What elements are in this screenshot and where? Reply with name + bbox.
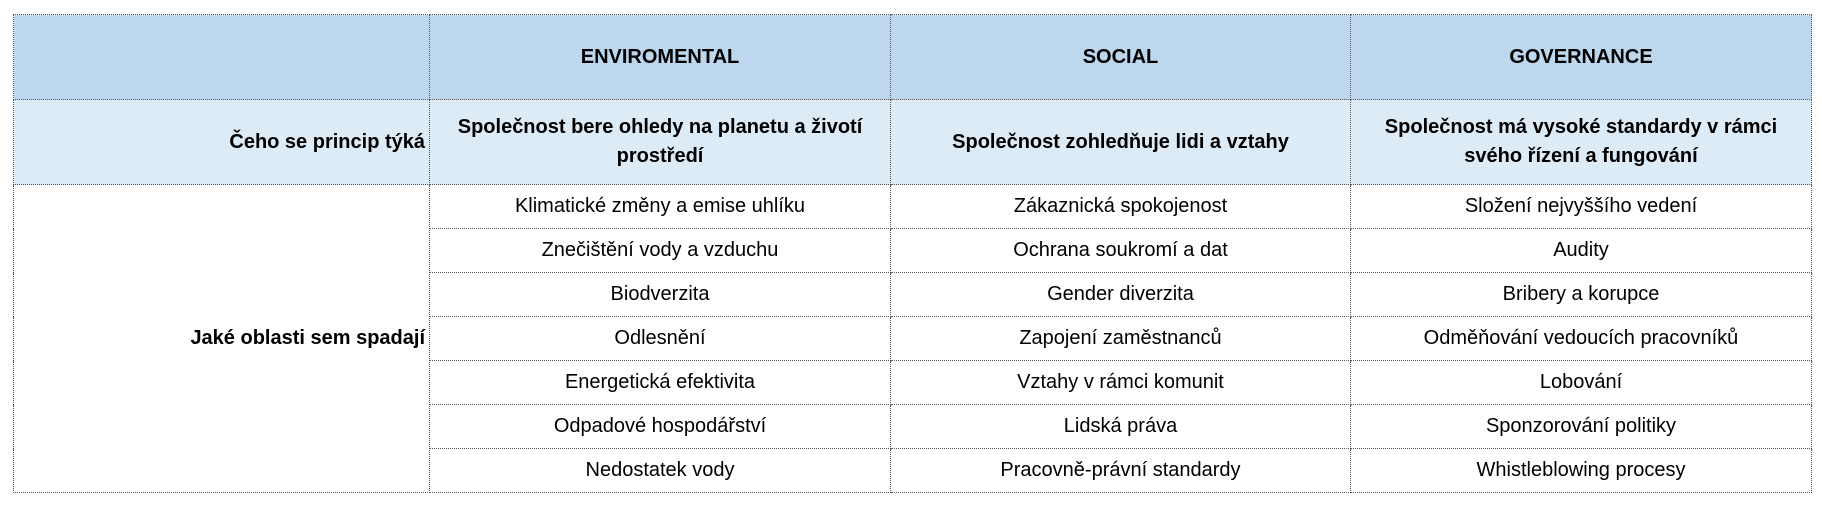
area-cell-environmental: Nedostatek vody <box>430 449 891 493</box>
area-cell-social: Gender diverzita <box>891 273 1351 317</box>
description-governance: Společnost má vysoké standardy v rámci svého řízení a fungování <box>1351 100 1812 185</box>
area-cell-governance: Whistleblowing procesy <box>1351 449 1812 493</box>
esg-table-container <box>13 14 1812 493</box>
area-cell-social: Lidská práva <box>891 405 1351 449</box>
header-row <box>14 15 1812 100</box>
area-cell-environmental: Znečištění vody a vzduchu <box>430 229 891 273</box>
description-social: Společnost zohledňuje lidi a vztahy <box>891 100 1351 185</box>
area-cell-governance: Odměňování vedoucích pracovníků <box>1351 317 1812 361</box>
esg-table <box>13 14 1812 493</box>
area-cell-governance: Sponzorování politiky <box>1351 405 1812 449</box>
description-row <box>14 100 1812 185</box>
header-social: SOCIAL <box>891 15 1351 100</box>
area-cell-environmental: Odlesnění <box>430 317 891 361</box>
area-cell-social: Pracovně-právní standardy <box>891 449 1351 493</box>
area-cell-environmental: Klimatické změny a emise uhlíku <box>430 185 891 229</box>
area-cell-governance: Složení nejvyššího vedení <box>1351 185 1812 229</box>
area-cell-environmental: Energetická efektivita <box>430 361 891 405</box>
header-environmental: ENVIROMENTAL <box>430 15 891 100</box>
area-cell-environmental: Odpadové hospodářství <box>430 405 891 449</box>
area-cell-social: Vztahy v rámci komunit <box>891 361 1351 405</box>
area-cell-governance: Bribery a korupce <box>1351 273 1812 317</box>
description-row-label: Čeho se princip týká <box>14 100 430 185</box>
area-cell-social: Ochrana soukromí a dat <box>891 229 1351 273</box>
area-cell-governance: Lobování <box>1351 361 1812 405</box>
areas-row-label: Jaké oblasti sem spadají <box>14 185 430 493</box>
header-corner-cell <box>14 15 430 100</box>
area-cell-social: Zákaznická spokojenost <box>891 185 1351 229</box>
header-governance: GOVERNANCE <box>1351 15 1812 100</box>
description-environmental: Společnost bere ohledy na planetu a životí prostředí <box>430 100 891 185</box>
area-cell-environmental: Biodverzita <box>430 273 891 317</box>
area-cell-governance: Audity <box>1351 229 1812 273</box>
area-row <box>14 185 1812 229</box>
area-cell-social: Zapojení zaměstnanců <box>891 317 1351 361</box>
